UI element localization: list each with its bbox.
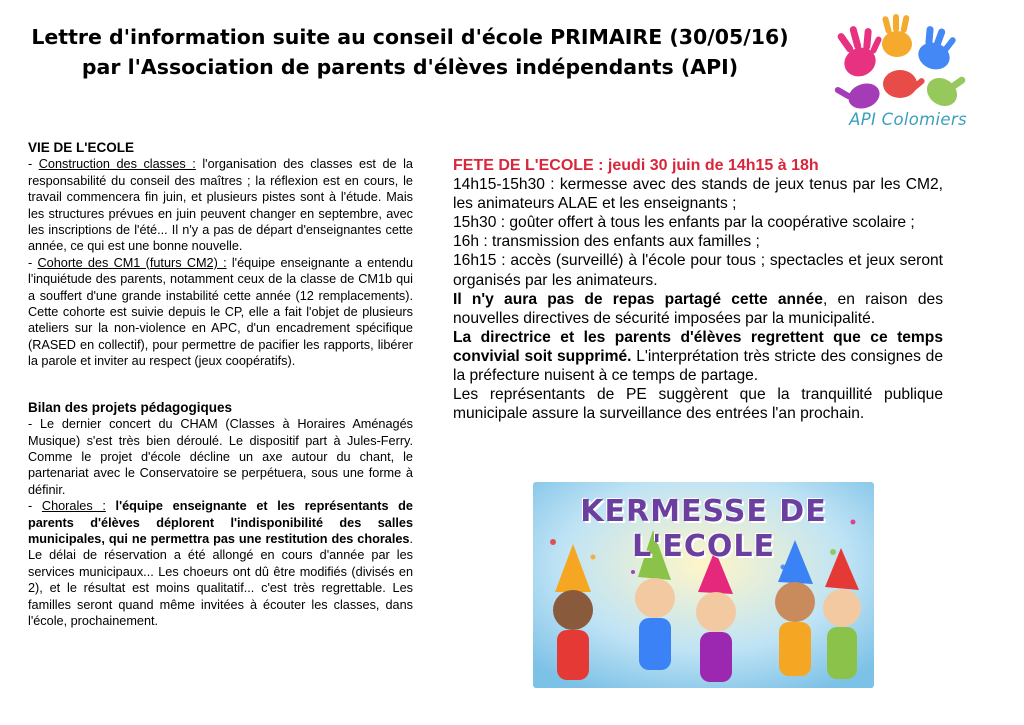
paragraph-spectacles: 16h15 : accès (surveillé) à l'école pour tous ; spectacles et jeux seront organisés par les animateurs. [453,252,943,289]
child-head [696,592,736,632]
hand-print-icon [883,70,926,98]
child-body [779,622,811,676]
text-repas: , en raison des nouvelles directives de sécurité imposées par la municipalité. [453,290,943,327]
child-head [823,589,861,627]
hand-print-icon [882,14,912,57]
bold-chorales: l'équipe enseignante et les représentants de parents d'élèves déplorent l'indisponibilité des salles municipales, qui ne permettra pas une restitution des chorales [28,499,413,546]
bold-directrice: La directrice et les parents d'élèves regrettent que ce temps convivial soit supprimé. [453,328,943,365]
hand-print-icon [836,25,882,81]
paragraph-kermesse: 14h15-15h30 : kermesse avec des stands de jeux tenus par les CM2, les animateurs ALAE et les enseignants ; [453,176,943,213]
child-head [775,582,815,622]
text-directrice: L'interprétation très stricte des consignes de la préfecture nuisent à ce temps de partage. [453,347,943,385]
paragraph-repas [453,290,943,328]
document-header [0,22,820,82]
child-body [557,630,589,680]
child-head [553,590,593,630]
logo-caption: API Colomiers [849,110,967,129]
paragraph-chorales: - Chorales : l'équipe enseignante et les représentants de parents d'élèves déplorent l'indisponibilité des salles municipales, qui ne permettra pas une restitution des chorales. Le délai de réservation a été allongé en cours d'année par les services municipaux... Les choeurs ont dû être modifiés (divisés en 2), et le résultat est moins qualitatif... c'est très regrettable. Les familles seront quand même invitées à écouter les classes, dans l'école, prochainement. [28,499,413,628]
paragraph-directrice [453,328,943,385]
fete-title: FETE DE L'ECOLE : jeudi 30 juin de 14h15 à 18h [453,157,819,174]
paragraph-cohorte: - Cohorte des CM1 (futurs CM2) : l'équipe enseignante a entendu l'inquiétude des parents, notamment ceux de la classe de CM1b qui a souffert d'une grande instabilité cette année (12 remplacements). Cette cohorte est suivie depuis le CP, elle a fait l'objet de plusieurs ateliers sur la non-violence en APC, d'un encadrement spécifique (RASED en collectif), pour permettre de pacifier les rapports, libérer la parole et inviter au respect (jeux coopératifs). [28,255,413,369]
kermesse-title: KERMESSE DE L'ECOLE [580,494,827,564]
section-title-vie-ecole: VIE DE L'ECOLE [28,140,134,155]
header-title: Lettre d'information suite au conseil d'école PRIMAIRE (30/05/16) [31,25,789,49]
label-cohorte: Cohorte des CM1 (futurs CM2) : [37,255,227,270]
child-body [827,627,857,679]
kermesse-illustration [533,482,874,688]
paragraph-transmission: 16h : transmission des enfants aux familles ; [453,233,760,251]
child-body [700,632,732,682]
child-body [639,618,671,670]
header-subtitle: par l'Association de parents d'élèves indépendants (API) [81,55,739,79]
paragraph-construction: - Construction des classes : l'organisation des classes est de la responsabilité du conseil des maîtres ; la réflexion est en cours, le travail commencera fin juin, et plusieurs pistes sont à l'étude. Mais les structures prévues en juin peuvent changer en septembre, avec les inscriptions de l'été... Il n'y a pas de départ d'enseignantes cette année, ce qui est une bonne nouvelle. [28,157,413,254]
section-title-bilan: Bilan des projets pédagogiques [28,399,233,415]
bold-repas: Il n'y aura pas de repas partagé cette année [453,290,823,308]
hand-print-icon [915,26,957,74]
paragraph-cham: - Le dernier concert du CHAM (Classes à Horaires Aménagés Musique) s'est très bien déroulé. Le dispositif part à Jules-Ferry. Comme le projet d'école décline un axe autour du chant, le partenariat avec le Conservatoire se perpétuera, sous une forme à définir. [28,417,413,497]
left-column [28,140,413,629]
child-head [635,578,675,618]
paragraph-gouter: 15h30 : goûter offert à tous les enfants par la coopérative scolaire ; [453,214,915,232]
hand-print-icon [834,79,883,112]
label-construction: Construction des classes : [38,157,196,172]
text-construction: l'organisation des classes est de la responsabilité du conseil des maîtres ; la réflexion est en cours, le travail commencera fin juin, et plusieurs pistes sont à l'étude. Mais les structures prévues en juin peuvent changer en septembre, avec les inscriptions de l'été... Il n'y a pas de départ d'enseignantes cette année, ce qui est une bonne nouvelle. [28,157,413,254]
paragraph-representants: Les représentants de PE suggèrent que la tranquillité publique municipale assure la surveillance des entrées l'an prochain. [453,386,943,423]
text-cohorte: l'équipe enseignante a entendu l'inquiétude des parents, notamment ceux de la classe de CM1b qui a souffert d'une grande instabilité cette année (12 remplacements). Cette cohorte est suivie depuis le CP, elle a fait l'objet de plusieurs ateliers sur la non-violence en APC, d'un encadrement spécifique (RASED en collectif), pour permettre de pacifier les rapports, libérer la parole et inviter au respect (jeux coopératifs). [28,255,413,369]
label-chorales: Chorales : [41,499,106,514]
text-chorales: . Le délai de réservation a été allongé en cours d'année par les services municipaux... Les choeurs ont dû être modifiés (divisés en 2), et le résultat est moins qualitatif... c'est très regrettable. Les familles seront quand même invitées à écouter les classes, dans l'école, prochainement. [28,531,413,628]
hand-print-icon [921,72,966,112]
right-column [453,156,943,423]
